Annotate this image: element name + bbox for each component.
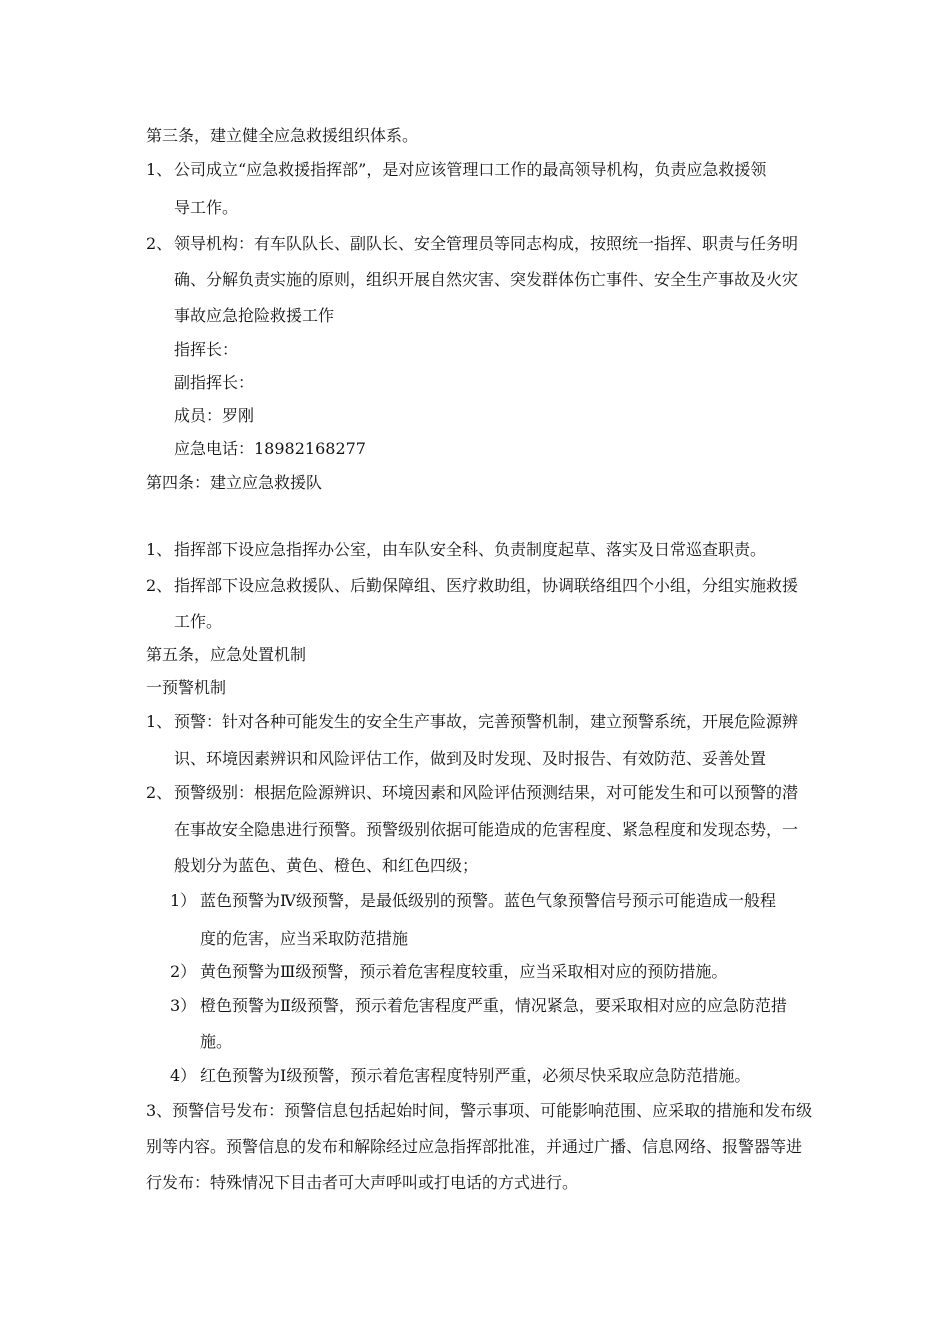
- article5-item1-line1: 预警：针对各种可能发生的安全生产事故，完善预警机制，建立预警系统，开展危险源辨: [174, 712, 799, 731]
- level-item-number: 4）: [170, 1066, 197, 1085]
- member-label: 成员：罗刚: [174, 406, 255, 425]
- article5-item1-line2: 识、环境因素辨识和风险评估工作，做到及时发现、及时报告、有效防范、妥善处置: [174, 749, 767, 768]
- vice-commander-label: 副指挥长：: [174, 373, 255, 392]
- article5-item3-line2: 别等内容。预警信息的发布和解除经过应急指挥部批准，并通过广播、信息网络、报警器等进: [146, 1137, 803, 1156]
- warning-mechanism-subheading: 一预警机制: [146, 678, 227, 697]
- article5-item1-number: 1、: [146, 712, 173, 731]
- level-item-number: 2）: [170, 962, 197, 981]
- level-item-number: 3）: [170, 996, 197, 1015]
- article4-heading: 第四条：建立应急救援队: [146, 473, 323, 492]
- level-item-number: 1）: [170, 891, 197, 910]
- article4-item1-line1: 指挥部下设应急指挥办公室，由车队安全科、负责制度起草、落实及日常巡查职责。: [174, 540, 767, 559]
- article5-item3-line3: 行发布：特殊情况下目击者可大声呼叫或打电话的方式进行。: [146, 1173, 579, 1192]
- emergency-phone: 应急电话：18982168277: [174, 439, 366, 458]
- article4-item2-line2: 工作。: [174, 612, 223, 631]
- article3-heading: 第三条，建立健全应急救援组织体系。: [146, 126, 419, 145]
- article5-item2-line3: 般划分为蓝色、黄色、橙色、和红色四级；: [174, 856, 479, 875]
- article5-item2-line2: 在事故安全隐患进行预警。预警级别依据可能造成的危害程度、紧急程度和发现态势，一: [174, 820, 799, 839]
- level-orange-line1: 橙色预警为Ⅱ级预警，预示着危害程度严重，情况紧急，要采取相对应的应急防范措: [200, 996, 787, 1015]
- article5-item3-line1: 3、预警信号发布：预警信息包括起始时间，警示事项、可能影响范围、应采取的措施和发布级: [146, 1101, 813, 1120]
- article4-item2-line1: 指挥部下设应急救援队、后勤保障组、医疗救助组，协调联络组四个小组，分组实施救援: [174, 576, 799, 595]
- article3-item1-number: 1、: [146, 160, 173, 179]
- level-red-line1: 红色预警为Ⅰ级预警，预示着危害程度特别严重，必须尽快采取应急防范措施。: [200, 1066, 751, 1085]
- article4-item1-number: 1、: [146, 540, 173, 559]
- level-orange-line2: 施。: [200, 1032, 233, 1051]
- article3-item2-line2: 确、分解负责实施的原则，组织开展自然灾害、突发群体伤亡事件、安全生产事故及火灾: [174, 270, 799, 289]
- level-blue-line1: 蓝色预警为Ⅳ级预警，是最低级别的预警。蓝色气象预警信号预示可能造成一般程: [200, 891, 776, 910]
- level-blue-line2: 度的危害，应当采取防范措施: [200, 929, 409, 948]
- article3-item2-line3: 事故应急抢险救援工作: [174, 306, 335, 325]
- commander-label: 指挥长：: [174, 340, 239, 359]
- article4-item2-number: 2、: [146, 576, 173, 595]
- article3-item1-line2: 导工作。: [174, 198, 239, 217]
- level-yellow-line1: 黄色预警为Ⅲ级预警，预示着危害程度较重，应当采取相对应的预防措施。: [200, 962, 728, 981]
- article3-item1-line1: 公司成立“应急救援指挥部”，是对应该管理口工作的最高领导机构，负责应急救援领: [174, 160, 767, 179]
- article3-item2-line1: 领导机构：有车队队长、副队长、安全管理员等同志构成，按照统一指挥、职责与任务明: [174, 234, 799, 253]
- article5-item2-number: 2、: [146, 783, 173, 802]
- article5-heading: 第五条，应急处置机制: [146, 645, 307, 664]
- article3-item2-number: 2、: [146, 234, 173, 253]
- article5-item2-line1: 预警级别：根据危险源辨识、环境因素和风险评估预测结果，对可能发生和可以预警的潜: [174, 783, 799, 802]
